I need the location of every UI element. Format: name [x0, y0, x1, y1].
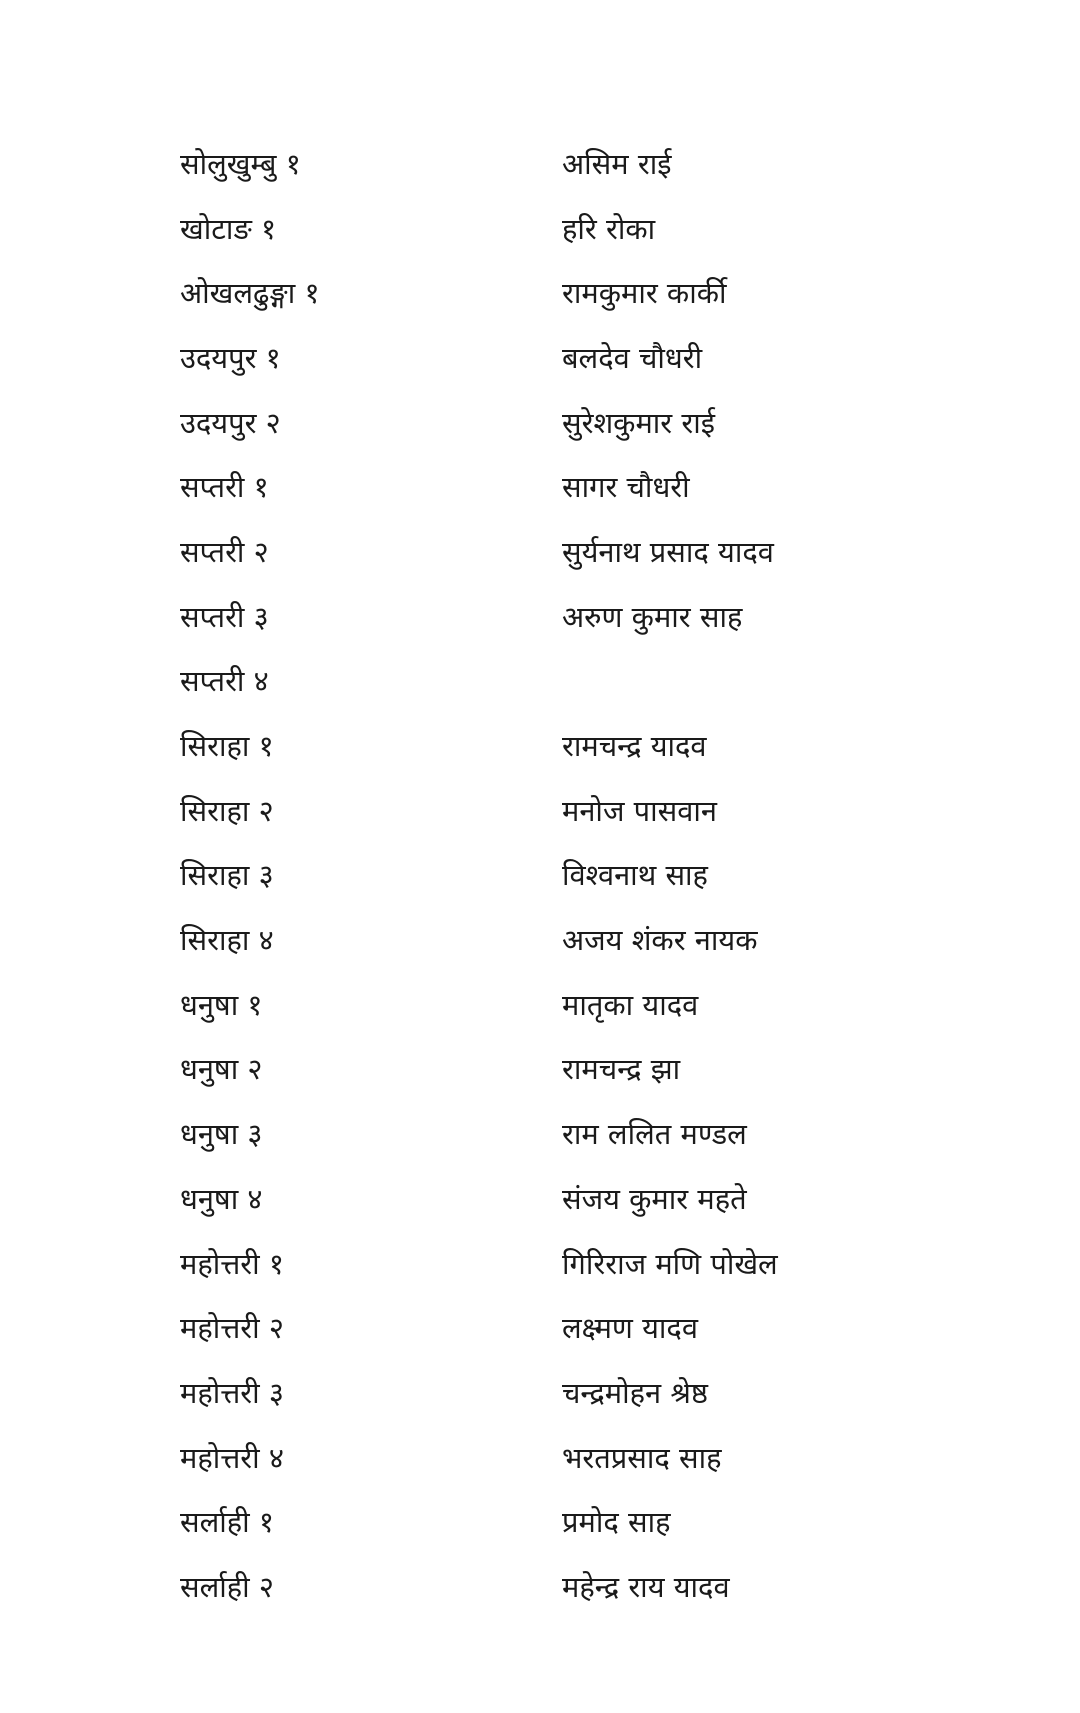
constituency-name: सप्तरी ४ [180, 664, 269, 699]
constituency-name: धनुषा ४ [180, 1181, 263, 1216]
candidate-name: रामचन्द्र यादव [562, 729, 707, 764]
candidate-list [180, 132, 980, 1620]
list-item [180, 197, 980, 262]
list-item [180, 779, 980, 844]
list-item [180, 391, 980, 456]
candidate-name: प्रमोद साह [562, 1505, 671, 1540]
list-item [180, 1426, 980, 1491]
constituency-name: महोत्तरी १ [180, 1246, 284, 1281]
candidate-name: मातृका यादव [562, 987, 699, 1022]
candidate-name: महेन्द्र राय यादव [562, 1569, 730, 1604]
constituency-name: सिराहा २ [180, 793, 274, 828]
candidate-name: अरुण कुमार साह [562, 599, 743, 634]
list-item [180, 908, 980, 973]
list-item [180, 261, 980, 326]
constituency-name: उदयपुर २ [180, 405, 281, 440]
constituency-name: महोत्तरी ४ [180, 1440, 284, 1475]
constituency-name: सिराहा ४ [180, 923, 274, 958]
candidate-name: विश्वनाथ साह [562, 858, 708, 893]
constituency-name: सिराहा १ [180, 729, 274, 764]
constituency-name: धनुषा २ [180, 1052, 263, 1087]
list-item [180, 1038, 980, 1103]
candidate-name: रामचन्द्र झा [562, 1052, 681, 1087]
candidate-name: सुर्यनाथ प्रसाद यादव [562, 534, 774, 569]
list-item [180, 650, 980, 715]
list-item [180, 1167, 980, 1232]
constituency-name: सोलुखुम्बु १ [180, 146, 301, 181]
list-item [180, 1232, 980, 1297]
candidate-name: गिरिराज मणि पोखेल [562, 1246, 778, 1281]
list-item [180, 1490, 980, 1555]
list-item [180, 1102, 980, 1167]
candidate-name: राम ललित मण्डल [562, 1117, 747, 1152]
candidate-name: अजय शंकर नायक [562, 923, 758, 958]
list-item [180, 520, 980, 585]
list-item [180, 844, 980, 909]
candidate-name: संजय कुमार महते [562, 1181, 747, 1216]
list-item [180, 973, 980, 1038]
constituency-name: सप्तरी ३ [180, 599, 269, 634]
list-item [180, 714, 980, 779]
candidate-name: लक्ष्मण यादव [562, 1311, 698, 1346]
constituency-name: सर्लाही १ [180, 1505, 274, 1540]
constituency-name: खोटाङ १ [180, 211, 277, 246]
candidate-name: भरतप्रसाद साह [562, 1440, 722, 1475]
constituency-name: सप्तरी १ [180, 470, 269, 505]
candidate-name: बलदेव चौधरी [562, 340, 703, 375]
constituency-name: उदयपुर १ [180, 340, 281, 375]
list-item [180, 326, 980, 391]
constituency-name: सिराहा ३ [180, 858, 274, 893]
list-item [180, 585, 980, 650]
candidate-name: चन्द्रमोहन श्रेष्ठ [562, 1375, 708, 1410]
constituency-name: महोत्तरी २ [180, 1311, 284, 1346]
list-item [180, 1555, 980, 1620]
candidate-name: हरि रोका [562, 211, 656, 246]
constituency-name: महोत्तरी ३ [180, 1375, 284, 1410]
list-item [180, 132, 980, 197]
candidate-name: रामकुमार कार्की [562, 276, 727, 311]
candidate-name: सुरेशकुमार राई [562, 405, 716, 440]
candidate-name: सागर चौधरी [562, 470, 690, 505]
constituency-name: ओखलढुङ्गा १ [180, 276, 320, 311]
constituency-name: धनुषा १ [180, 987, 263, 1022]
list-item [180, 1296, 980, 1361]
constituency-name: सप्तरी २ [180, 534, 269, 569]
constituency-name: सर्लाही २ [180, 1569, 274, 1604]
candidate-name: मनोज पासवान [562, 793, 718, 828]
candidate-name: असिम राई [562, 146, 672, 181]
list-item [180, 455, 980, 520]
constituency-name: धनुषा ३ [180, 1117, 263, 1152]
list-item [180, 1361, 980, 1426]
